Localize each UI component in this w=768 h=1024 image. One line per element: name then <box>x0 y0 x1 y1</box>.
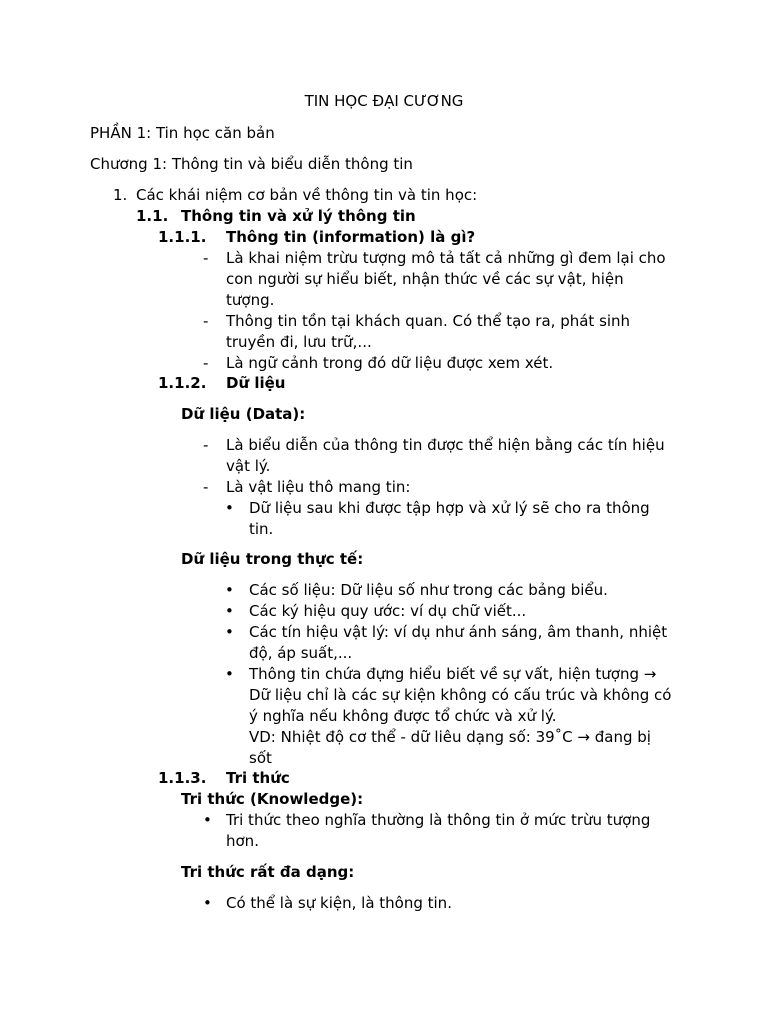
list-item-line: Các số liệu: Dữ liệu số như trong các bảng biểu. <box>249 581 608 599</box>
section-1-1-3-title: Tri thức <box>226 769 290 787</box>
list-marker: - <box>203 436 209 454</box>
list-item-line: VD: Nhiệt độ cơ thể - dữ liêu dạng số: 39˚C → đang bị <box>249 728 651 746</box>
section-1-1-number: 1.1. <box>136 207 169 225</box>
section-1-1-title: Thông tin và xử lý thông tin <box>181 207 416 225</box>
list-marker: • <box>225 581 234 599</box>
part-heading: PHẦN 1: Tin học căn bản <box>90 124 275 142</box>
list-item-line: độ, áp suất,... <box>249 644 353 662</box>
list-marker: • <box>225 623 234 641</box>
list-item-line: Là biểu diễn của thông tin được thể hiện bằng các tín hiệu <box>226 436 665 454</box>
section-1-1-2-title: Dữ liệu <box>226 374 286 392</box>
list-item-line: Thông tin chứa đựng hiểu biết về sự vất, hiện tượng → <box>249 665 657 683</box>
list-marker: • <box>203 811 212 829</box>
list-item-line: Dữ liệu sau khi được tập hợp và xử lý sẽ cho ra thông <box>249 499 650 517</box>
list-item-line: vật lý. <box>226 457 271 475</box>
list-marker: - <box>203 312 209 330</box>
list-item-line: Tri thức theo nghĩa thường là thông tin ở mức trừu tượng <box>226 811 651 829</box>
list-item-line: Dữ liệu chỉ là các sự kiện không có cấu trúc và không có <box>249 686 672 704</box>
chapter-heading: Chương 1: Thông tin và biểu diễn thông tin <box>90 155 413 173</box>
list-item-line: Các ký hiệu quy ước: ví dụ chữ viết... <box>249 602 527 620</box>
section-1-1-3-number: 1.1.3. <box>158 769 207 787</box>
list-marker: - <box>203 354 209 372</box>
list-marker: • <box>225 665 234 683</box>
list-marker: - <box>203 249 209 267</box>
list-item-line: Là khai niệm trừu tượng mô tả tất cả những gì đem lại cho <box>226 249 666 267</box>
list-marker: • <box>203 894 212 912</box>
list-item-line: Các tín hiệu vật lý: ví dụ như ánh sáng, âm thanh, nhiệt <box>249 623 668 641</box>
real-data-heading: Dữ liệu trong thực tế: <box>181 550 364 568</box>
list-item-line: truyền đi, lưu trữ,... <box>226 333 372 351</box>
section-1-1-2-number: 1.1.2. <box>158 374 207 392</box>
section-1-1-1-title: Thông tin (information) là gì? <box>226 228 476 246</box>
list-item-line: Có thể là sự kiện, là thông tin. <box>226 894 452 912</box>
document-title: TIN HỌC ĐẠI CƯƠNG <box>304 92 464 110</box>
list-marker: • <box>225 499 234 517</box>
list-item-line: sốt <box>249 749 272 767</box>
section-1-1-1-number: 1.1.1. <box>158 228 207 246</box>
knowledge-heading: Tri thức (Knowledge): <box>181 790 364 808</box>
diverse-knowledge-heading: Tri thức rất đa dạng: <box>181 863 355 881</box>
list-item-line: tượng. <box>226 291 275 309</box>
list-item-line: tin. <box>249 520 274 538</box>
list-item-line: con người sự hiểu biết, nhận thức về các sự vật, hiện <box>226 270 624 288</box>
list-item-line: Thông tin tồn tại khách quan. Có thể tạo ra, phát sinh <box>226 312 631 330</box>
data-heading: Dữ liệu (Data): <box>181 405 306 423</box>
list-marker: - <box>203 478 209 496</box>
list-item-line: ý nghĩa nếu không được tổ chức và xử lý. <box>249 707 557 725</box>
section-1-number: 1. <box>113 186 128 204</box>
list-item-line: Là ngữ cảnh trong đó dữ liệu được xem xét. <box>226 354 554 372</box>
list-item-line: Là vật liệu thô mang tin: <box>226 478 411 496</box>
list-marker: • <box>225 602 234 620</box>
list-item-line: hơn. <box>226 832 259 850</box>
section-1-title: Các khái niệm cơ bản về thông tin và tin học: <box>136 186 478 204</box>
